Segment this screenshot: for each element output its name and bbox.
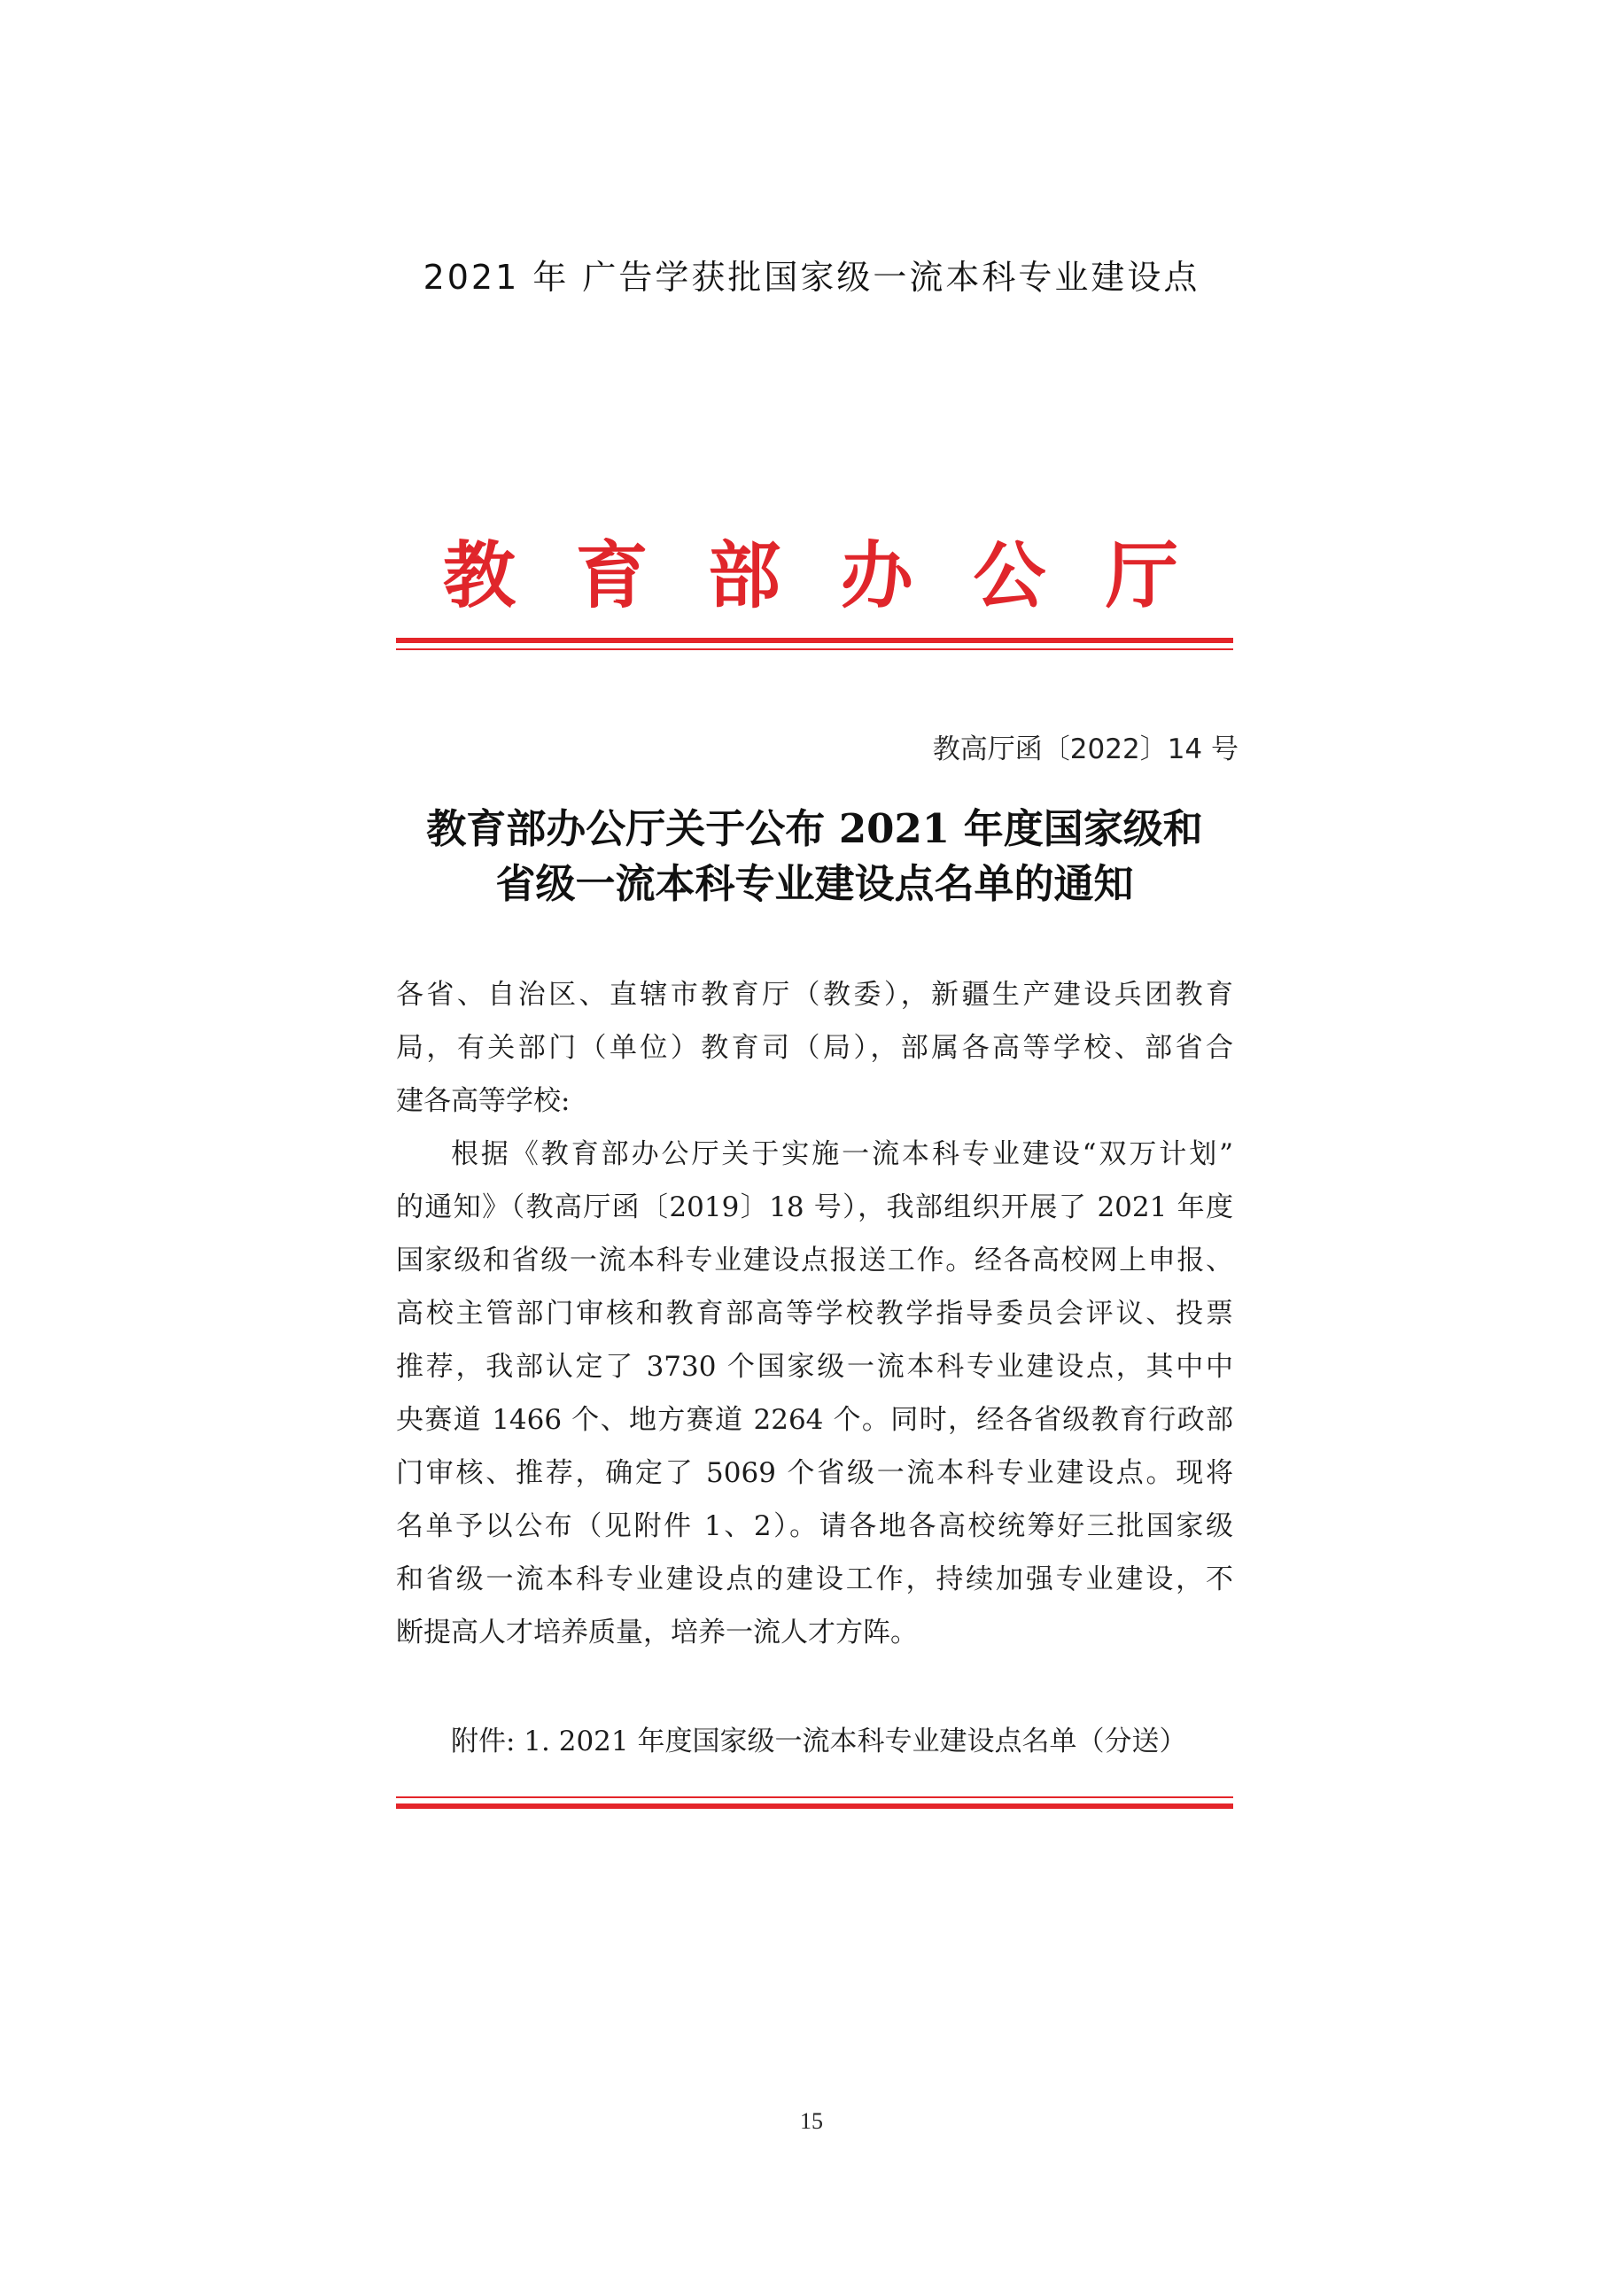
body-line: 局，有关部门（单位）教育司（局），部属各高等学校、部省合 [396, 1032, 1233, 1064]
body-line: 根据《教育部办公厅关于实施一流本科专业建设“双万计划” [451, 1138, 1233, 1170]
page-number: 15 [800, 2108, 823, 2134]
body-line: 断提高人才培养质量，培养一流人才方阵。 [396, 1617, 918, 1648]
letterhead-divider [396, 638, 1233, 650]
document-title [396, 802, 1233, 911]
letterhead-char: 公 [973, 533, 1046, 618]
divider-thick-line [396, 1803, 1233, 1809]
document-number: 教高厅函〔2022〕14 号 [932, 733, 1239, 765]
page-heading: 2021 年 广告学获批国家级一流本科专业建设点 [423, 258, 1200, 297]
document-title-line: 教育部办公厅关于公布 2021 年度国家级和 [426, 805, 1203, 852]
body-line: 的通知》（教高厅函〔2019〕18 号），我部组织开展了 2021 年度 [396, 1191, 1233, 1223]
letterhead-char: 教 [443, 533, 516, 618]
divider-thin-line [396, 648, 1233, 650]
letterhead [443, 518, 1178, 622]
body-line: 各省、自治区、直辖市教育厅（教委），新疆生产建设兵团教育 [396, 979, 1233, 1011]
divider-thick-line [396, 638, 1233, 643]
footer-divider [396, 1796, 1233, 1809]
body-line: 门审核、推荐，确定了 5069 个省级一流本科专业建设点。现将 [396, 1457, 1233, 1489]
divider-thin-line [396, 1796, 1233, 1798]
letterhead-char: 办 [840, 533, 913, 618]
body-line: 建各高等学校: [396, 1085, 571, 1117]
body-line: 央赛道 1466 个、地方赛道 2264 个。同时，经各省级教育行政部 [396, 1404, 1233, 1436]
document-title-line: 省级一流本科专业建设点名单的通知 [495, 860, 1134, 907]
letterhead-char: 部 [708, 533, 781, 618]
body-line: 国家级和省级一流本科专业建设点报送工作。经各高校网上申报、 [396, 1245, 1233, 1276]
body-line: 推荐，我部认定了 3730 个国家级一流本科专业建设点，其中中 [396, 1351, 1233, 1383]
letterhead-char: 厅 [1105, 533, 1178, 618]
body-line: 名单予以公布（见附件 1、2）。请各地各高校统筹好三批国家级 [396, 1510, 1233, 1542]
letterhead-char: 育 [575, 533, 648, 618]
document-body [396, 968, 1233, 1659]
body-line: 和省级一流本科专业建设点的建设工作，持续加强专业建设，不 [396, 1563, 1233, 1595]
attachment-note: 附件: 1. 2021 年度国家级一流本科专业建设点名单（分送） [451, 1726, 1187, 1757]
body-line: 高校主管部门审核和教育部高等学校教学指导委员会评议、投票 [396, 1298, 1233, 1330]
